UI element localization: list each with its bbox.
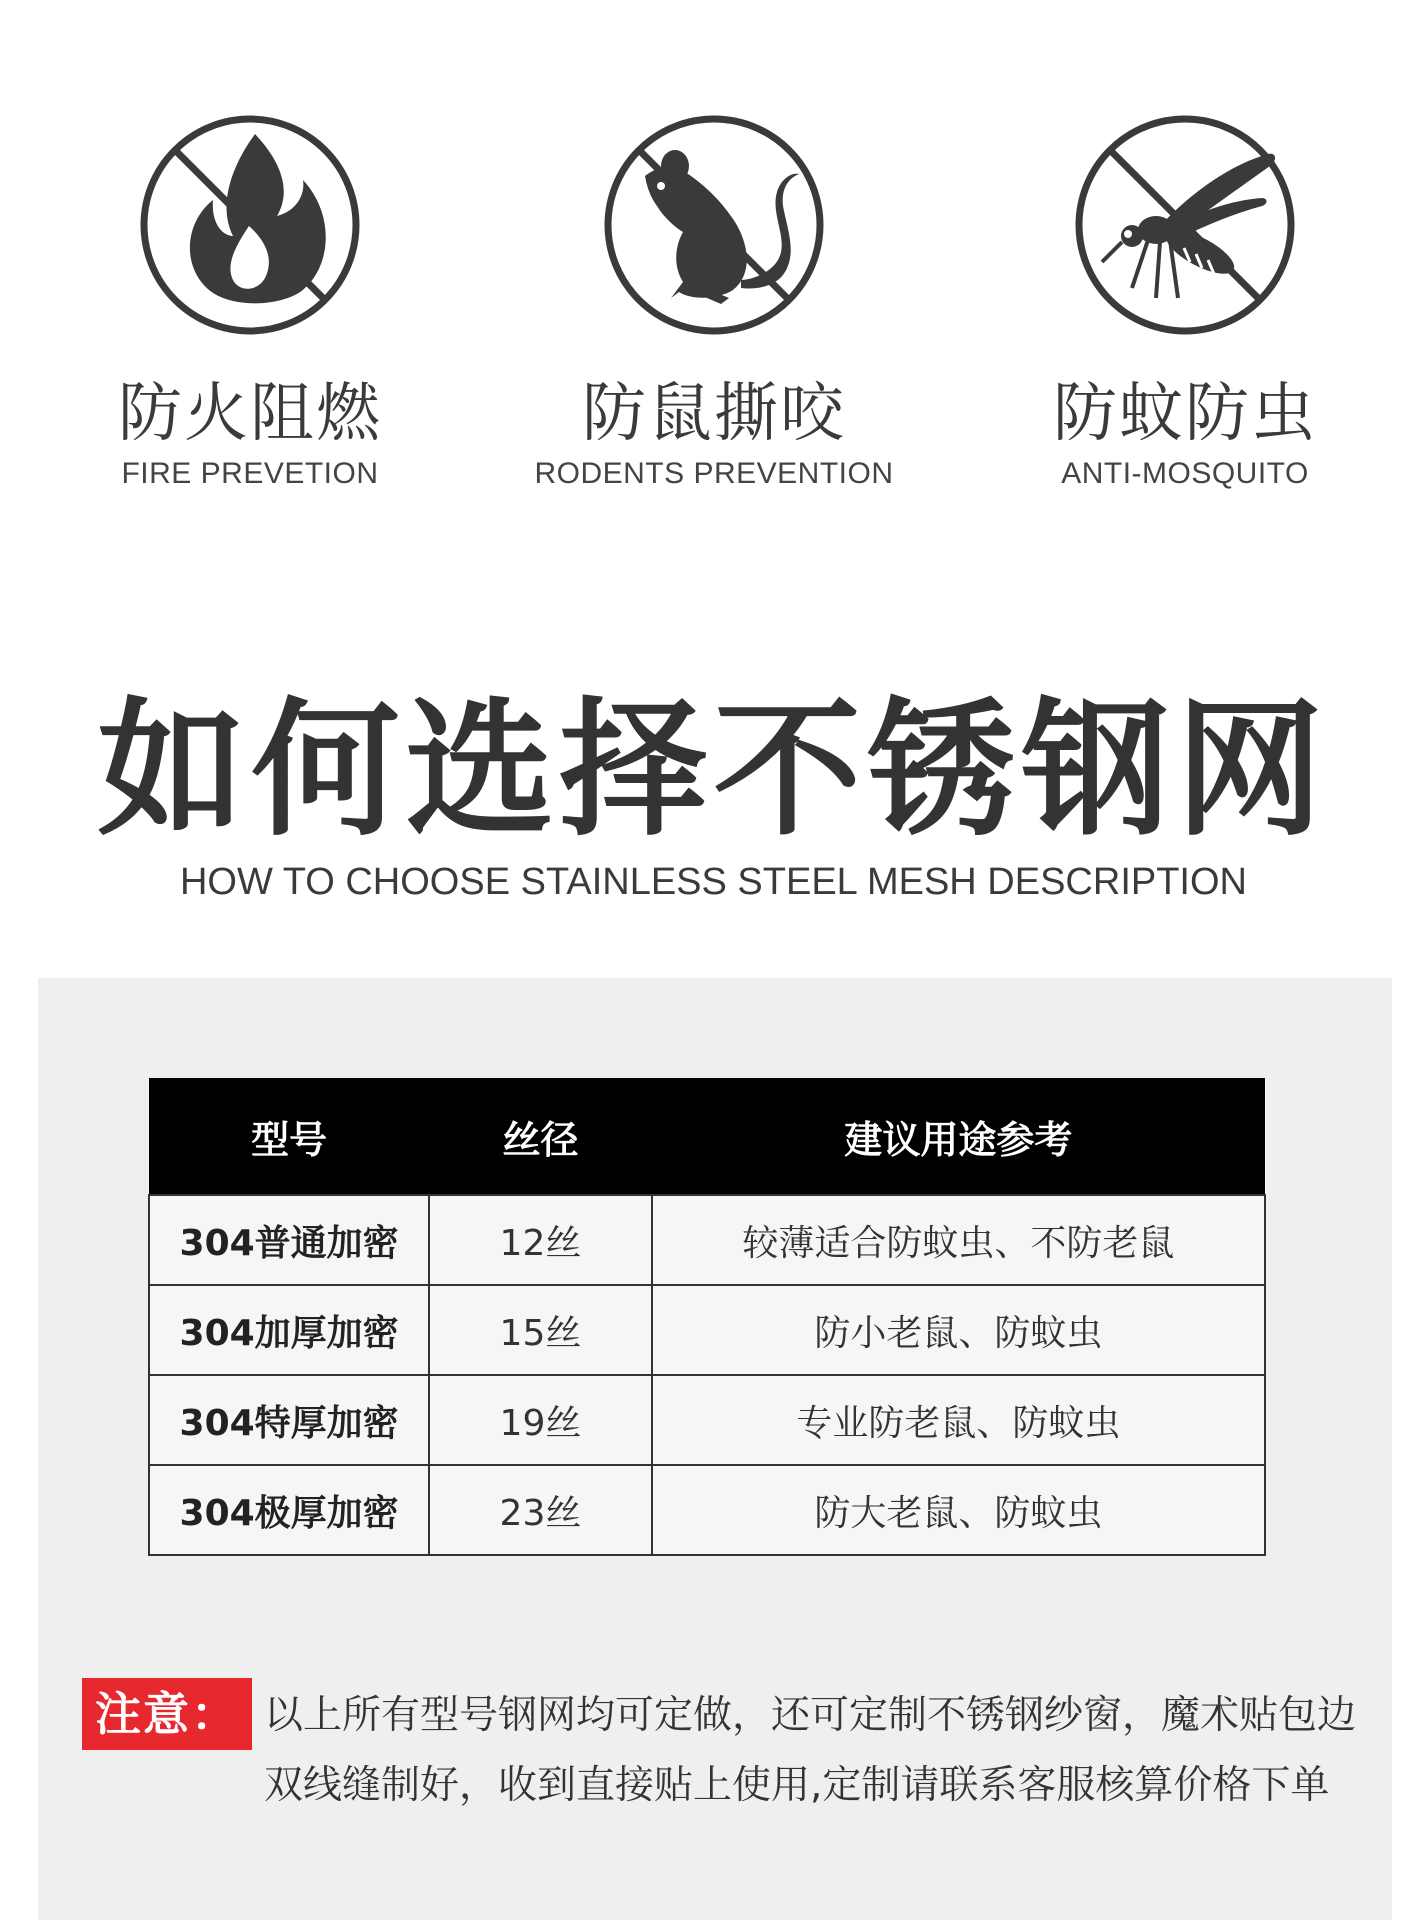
header-usage: 建议用途参考: [652, 1078, 1265, 1195]
feature-mosquito: [985, 112, 1385, 492]
cell-usage: 较薄适合防蚊虫、不防老鼠: [652, 1195, 1265, 1285]
no-fire-icon: [137, 112, 363, 338]
header-wire-diameter: 丝径: [429, 1078, 651, 1195]
feature-fire: [50, 112, 450, 492]
cell-model: 304极厚加密: [149, 1465, 429, 1555]
table-row: [149, 1195, 1265, 1285]
cell-wire-diameter: 12丝: [429, 1195, 651, 1285]
cell-model: 304特厚加密: [149, 1375, 429, 1465]
table-row: [149, 1375, 1265, 1465]
notice-tag: 注意：: [82, 1678, 252, 1750]
feature-title-en: FIRE PREVETION: [121, 457, 379, 490]
cell-usage: 防大老鼠、防蚊虫: [652, 1465, 1265, 1555]
headline: [0, 684, 1427, 904]
cell-wire-diameter: 23丝: [429, 1465, 651, 1555]
feature-title-en: RODENTS PREVENTION: [534, 457, 894, 490]
table-header-row: [149, 1078, 1265, 1195]
cell-wire-diameter: 19丝: [429, 1375, 651, 1465]
cell-wire-diameter: 15丝: [429, 1285, 651, 1375]
features-section: [0, 0, 1427, 560]
spec-table: [148, 1078, 1266, 1556]
cell-usage: 专业防老鼠、防蚊虫: [652, 1375, 1265, 1465]
headline-cn: 如何选择不锈钢网: [97, 684, 1330, 856]
table-row: [149, 1465, 1265, 1555]
headline-en: HOW TO CHOOSE STAINLESS STEEL MESH DESCRIPTION: [179, 861, 1247, 903]
notice-text-line-1: 以上所有型号钢网均可定做，还可定制不锈钢纱窗，魔术贴包边: [264, 1693, 1357, 1738]
cell-model: 304普通加密: [149, 1195, 429, 1285]
spec-panel: [38, 978, 1392, 1920]
feature-title-en: ANTI-MOSQUITO: [1061, 457, 1309, 490]
notice-text-line-2: 双线缝制好，收到直接贴上使用,定制请联系客服核算价格下单: [264, 1763, 1330, 1808]
table-row: [149, 1285, 1265, 1375]
cell-model: 304加厚加密: [149, 1285, 429, 1375]
no-mosquito-icon: [1072, 112, 1298, 338]
header-model: 型号: [149, 1078, 429, 1195]
feature-title-cn: 防鼠撕咬: [582, 377, 846, 451]
feature-title-cn: 防火阻燃: [118, 377, 382, 451]
cell-usage: 防小老鼠、防蚊虫: [652, 1285, 1265, 1375]
no-rat-icon: [601, 112, 827, 338]
feature-title-cn: 防蚊防虫: [1053, 377, 1317, 451]
feature-rodent: [514, 112, 914, 492]
